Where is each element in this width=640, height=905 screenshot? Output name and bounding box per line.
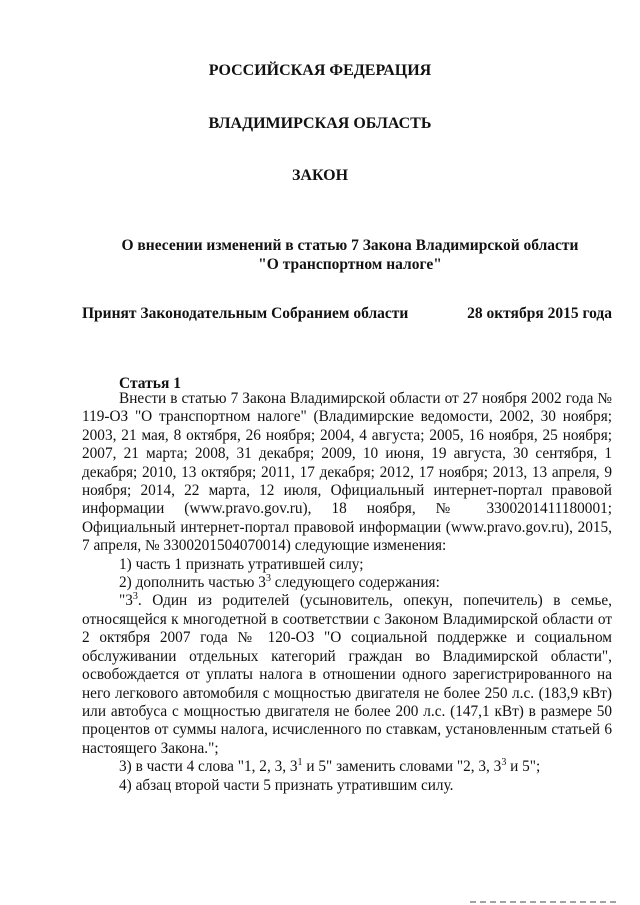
scan-artifact (470, 901, 620, 903)
adoption-date: 28 октября 2015 года (467, 305, 612, 322)
list-item-4: 4) абзац второй части 5 признать утратившим силу. (119, 776, 454, 794)
article-body (82, 390, 612, 795)
country-heading: РОССИЙСКАЯ ФЕДЕРАЦИЯ (208, 62, 432, 79)
list-item-3: 3) в части 4 слова "1, 2, 3, $3^1$ и 5" заменить словами "2, 3, $3^3$ и 5"; (119, 757, 541, 776)
list-item-2: 2) дополнить частью $3^3$ следующего содержания: (119, 573, 440, 592)
quoted-amendment: "$3^3$. Один из родителей (усыновитель, опекун, попечитель) в семье, относящейся к многодетной в соответствии с Законом Владимирской области от 2 октября 2007 года № 120-ОЗ "О социальной поддержке и социальном обслуживании отдельных категорий граждан во Владимирской области", освобождается от уплаты налога в отношении одного зарегистрированного на него легкового автомобиля с мощностью двигателя не более 250 л.с. (183,9 кВт) или автобуса с мощностью двигателя не более 200 л.с. (147,1 кВт) в размере 50 процентов от суммы налога, исчисленного по ставкам, установленным статьей 6 настоящего Закона."; (82, 591, 612, 757)
article-intro: Внести в статью 7 Закона Владимирской области от 27 ноября 2002 года № 119-ОЗ "О транспортном налоге" (Владимирские ведомости, 2002, 30 ноября; 2003, 21 мая, 8 октября, 26 ноября; 2004, 4 августа; 2005, 16 ноября, 25 ноября; 2007, 21 марта; 2008, 31 декабря; 2009, 10 июня, 19 августа, 30 сентября, 1 декабря; 2010, 13 октября; 2011, 17 декабря; 2012, 17 ноября; 2013, 13 апреля, 9 ноября; 2014, 22 марта, 12 июля, Официальный интернет-портал правовой информации (www.pravo.gov.ru), 18 ноября, № 3300201411180001; Официальный интернет-портал правовой информации (www.pravo.gov.ru), 2015, 7 апреля, № 3300201504070014) следующие изменения: (82, 390, 612, 555)
adopted-by: Принят Законодательным Собранием области (82, 305, 409, 322)
list-item-1: 1) часть 1 признать утратившей силу; (119, 555, 364, 573)
region-heading: ВЛАДИМИРСКАЯ ОБЛАСТЬ (208, 115, 432, 132)
law-subject-line2: "О транспортном налоге" (258, 256, 442, 273)
doc-type-heading: ЗАКОН (291, 167, 349, 184)
article-title: Статья 1 (119, 375, 181, 392)
law-subject-line1: О внесении изменений в статью 7 Закона Владимирской области (121, 237, 579, 254)
